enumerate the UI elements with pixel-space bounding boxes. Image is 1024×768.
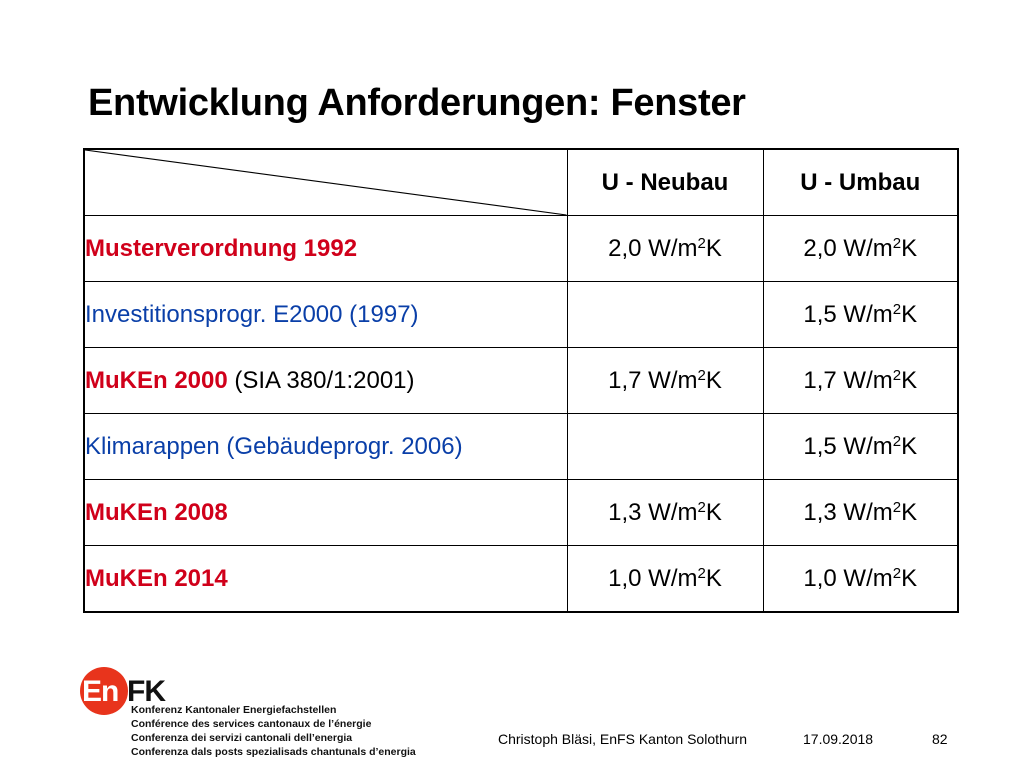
value-umbau: 1,5 $W/m^2K$: [763, 282, 958, 348]
footer-author: Christoph Bläsi, EnFS Kanton Solothurn: [498, 731, 748, 747]
footer-date: 17.09.2018: [803, 731, 874, 747]
row-label: Investitionsprogr. E2000 (1997): [84, 282, 567, 348]
row-label: MuKEn 2008: [84, 480, 567, 546]
value-neubau: 2,0 $W/m^2K$: [567, 216, 763, 282]
value-neubau: 1,0 $W/m^2K$: [567, 546, 763, 613]
table-row: [84, 216, 958, 282]
logo-line: Conférence des services cantonaux de l’énergie: [131, 718, 372, 730]
value-neubau: 1,7 $W/m^2K$: [567, 348, 763, 414]
value-umbau: 2,0 $W/m^2K$: [763, 216, 958, 282]
table-row: [84, 546, 958, 613]
row-label: MuKEn 2000: [85, 366, 228, 394]
diagonal-corner-cell: [84, 149, 567, 216]
row-label: MuKEn 2014: [84, 546, 567, 613]
requirements-table: [83, 148, 959, 613]
value-umbau: 1,5 $W/m^2K$: [763, 414, 958, 480]
value-neubau: 1,3 $W/m^2K$: [567, 480, 763, 546]
row-label-mixed: [84, 348, 567, 414]
row-label: Musterverordnung 1992: [84, 216, 567, 282]
footer-page-number: 82: [932, 731, 948, 747]
value-umbau: 1,3 $W/m^2K$: [763, 480, 958, 546]
value-neubau: [567, 282, 763, 348]
value-neubau: [567, 414, 763, 480]
diagonal-line: [85, 150, 567, 215]
logo-line: Conferenza dals posts spezialisads chantunals d’energia: [131, 746, 416, 758]
row-label-suffix: (SIA 380/1:2001): [227, 366, 415, 394]
header-neubau: U - Neubau: [567, 149, 763, 216]
logo-line: Konferenz Kantonaler Energiefachstellen: [131, 704, 337, 716]
table-header-row: [84, 149, 958, 216]
logo-line: Conferenza dei servizi cantonali dell’energia: [131, 732, 353, 744]
value-umbau: 1,7 $W/m^2K$: [763, 348, 958, 414]
logo-fk-text: FK: [127, 675, 165, 708]
row-label: Klimarappen (Gebäudeprogr. 2006): [84, 414, 567, 480]
logo-organisation-names: [131, 703, 416, 759]
logo-en-text: En: [82, 675, 119, 708]
slide-title: Entwicklung Anforderungen: Fenster: [88, 82, 746, 124]
table-row: [84, 348, 958, 414]
table-row: [84, 480, 958, 546]
table-row: [84, 282, 958, 348]
value-umbau: 1,0 $W/m^2K$: [763, 546, 958, 613]
table-row: [84, 414, 958, 480]
header-umbau: U - Umbau: [763, 149, 958, 216]
